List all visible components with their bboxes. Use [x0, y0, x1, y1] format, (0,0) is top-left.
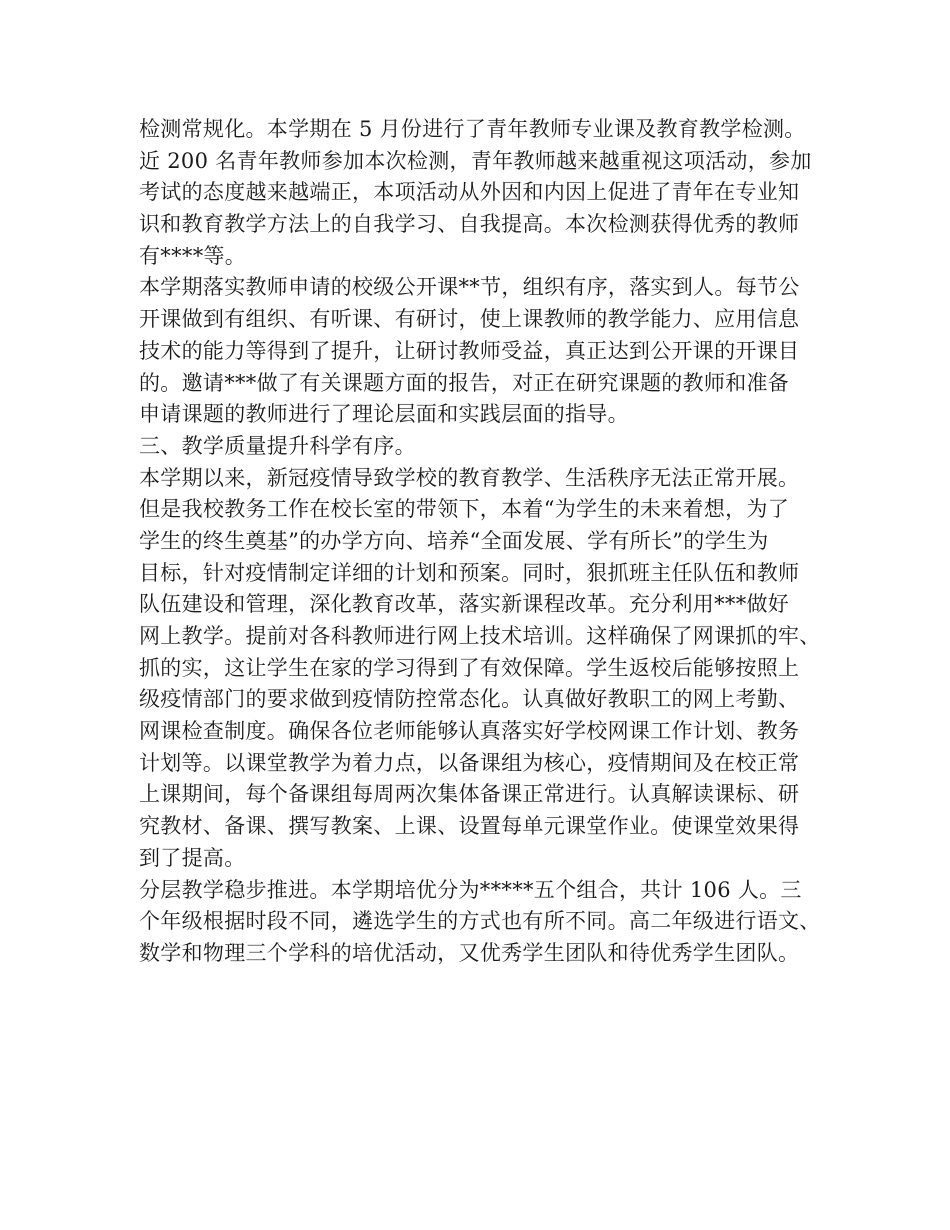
text-line: 个年级根据时段不同，遴选学生的方式也有所不同。高二年级进行语文、	[139, 909, 821, 934]
text-line: 的。邀请***做了有关课题方面的报告，对正在研究课题的教师和准备	[139, 370, 790, 395]
text-line: 抓的实，这让学生在家的学习得到了有效保障。学生返校后能够按照上	[139, 655, 800, 680]
text-line: 本学期落实教师申请的校级公开课**节，组织有序，落实到人。每节公	[139, 275, 800, 300]
text-line: 有****等。	[139, 243, 247, 268]
text-line: 计划等。以课堂教学为着力点，以备课组为核心，疫情期间及在校正常	[139, 750, 800, 775]
text-line: 网课检查制度。确保各位老师能够认真落实好学校网课工作计划、教务	[139, 719, 800, 744]
text-line: 近 200 名青年教师参加本次检测，青年教师越来越重视这项活动，参加	[139, 148, 812, 173]
text-line: 学生的终生奠基”的办学方向、培养“全面发展、学有所长”的学生为	[139, 528, 769, 553]
document-body	[139, 114, 819, 970]
text-line: 队伍建设和管理，深化教育改革，落实新课程改革。充分利用***做好	[139, 592, 790, 617]
text-line: 究教材、备课、撰写教案、上课、设置每单元课堂作业。使课堂效果得	[139, 814, 800, 839]
text-line: 检测常规化。本学期在 5 月份进行了青年教师专业课及教育教学检测。	[139, 117, 806, 141]
text-line: 本学期以来，新冠疫情导致学校的教育教学、生活秩序无法正常开展。	[139, 465, 800, 490]
text-line: 考试的态度越来越端正，本项活动从外因和内因上促进了青年在专业知	[139, 180, 800, 205]
text-line: 级疫情部门的要求做到疫情防控常态化。认真做好教职工的网上考勤、	[139, 687, 800, 712]
text-line: 网上教学。提前对各科教师进行网上技术培训。这样确保了网课抓的牢、	[139, 624, 821, 648]
text-line: 开课做到有组织、有听课、有研讨，使上课教师的教学能力、应用信息	[139, 307, 800, 332]
text-line: 分层教学稳步推进。本学期培优分为*****五个组合，共计 106 人。三	[139, 877, 802, 902]
text-line: 申请课题的教师进行了理论层面和实践层面的指导。	[139, 402, 629, 427]
text-line: 识和教育教学方法上的自我学习、自我提高。本次检测获得优秀的教师	[139, 212, 800, 237]
text-line: 上课期间，每个备课组每周两次集体备课正常进行。认真解读课标、研	[139, 782, 800, 807]
text-line: 目标，针对疫情制定详细的计划和预案。同时，狠抓班主任队伍和教师	[139, 560, 800, 585]
text-line: 技术的能力等得到了提升，让研讨教师受益，真正达到公开课的开课目	[139, 338, 800, 363]
text-line: 但是我校教务工作在校长室的带领下，本着“为学生的未来着想，为了	[139, 497, 790, 522]
text-line: 数学和物理三个学科的培优活动，又优秀学生团队和待优秀学生团队。	[139, 940, 800, 965]
text-line: 到了提高。	[139, 845, 246, 870]
section-heading: 三、教学质量提升科学有序。	[139, 433, 416, 458]
